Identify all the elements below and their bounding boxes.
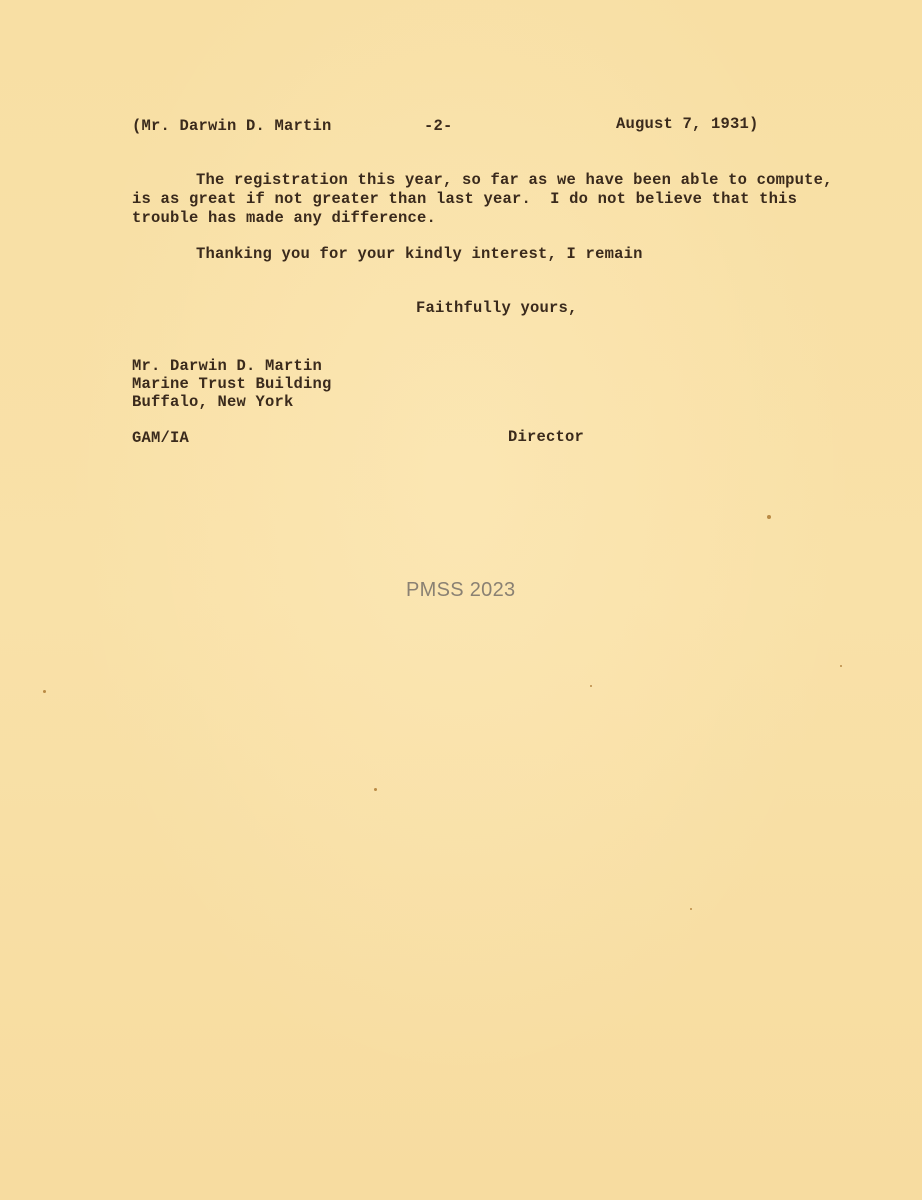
paper-speck: [590, 685, 592, 687]
watermark: PMSS 2023: [406, 579, 516, 601]
body-paragraph-thanks: Thanking you for your kindly interest, I remain: [196, 245, 643, 263]
paper-speck: [767, 515, 771, 519]
paper-speck: [374, 788, 377, 791]
body-line: The registration this year, so far as we have been able to compute,: [196, 171, 833, 189]
body-line: is as great if not greater than last year. I do not believe that this: [132, 190, 798, 208]
page-number: -2-: [424, 117, 453, 135]
header-date: August 7, 1931): [616, 115, 759, 133]
closing: Faithfully yours,: [416, 299, 578, 317]
body-line: trouble has made any difference.: [132, 209, 437, 227]
address-line: Buffalo, New York: [132, 393, 294, 411]
typist-initials: GAM/IA: [132, 429, 190, 447]
address-line: Marine Trust Building: [132, 375, 332, 393]
address-line: Mr. Darwin D. Martin: [132, 357, 323, 375]
paper-speck: [43, 690, 46, 693]
header-recipient: (Mr. Darwin D. Martin: [132, 117, 332, 135]
paper-speck: [690, 908, 692, 910]
signature-title: Director: [508, 428, 585, 446]
paper-speck: [840, 665, 842, 667]
